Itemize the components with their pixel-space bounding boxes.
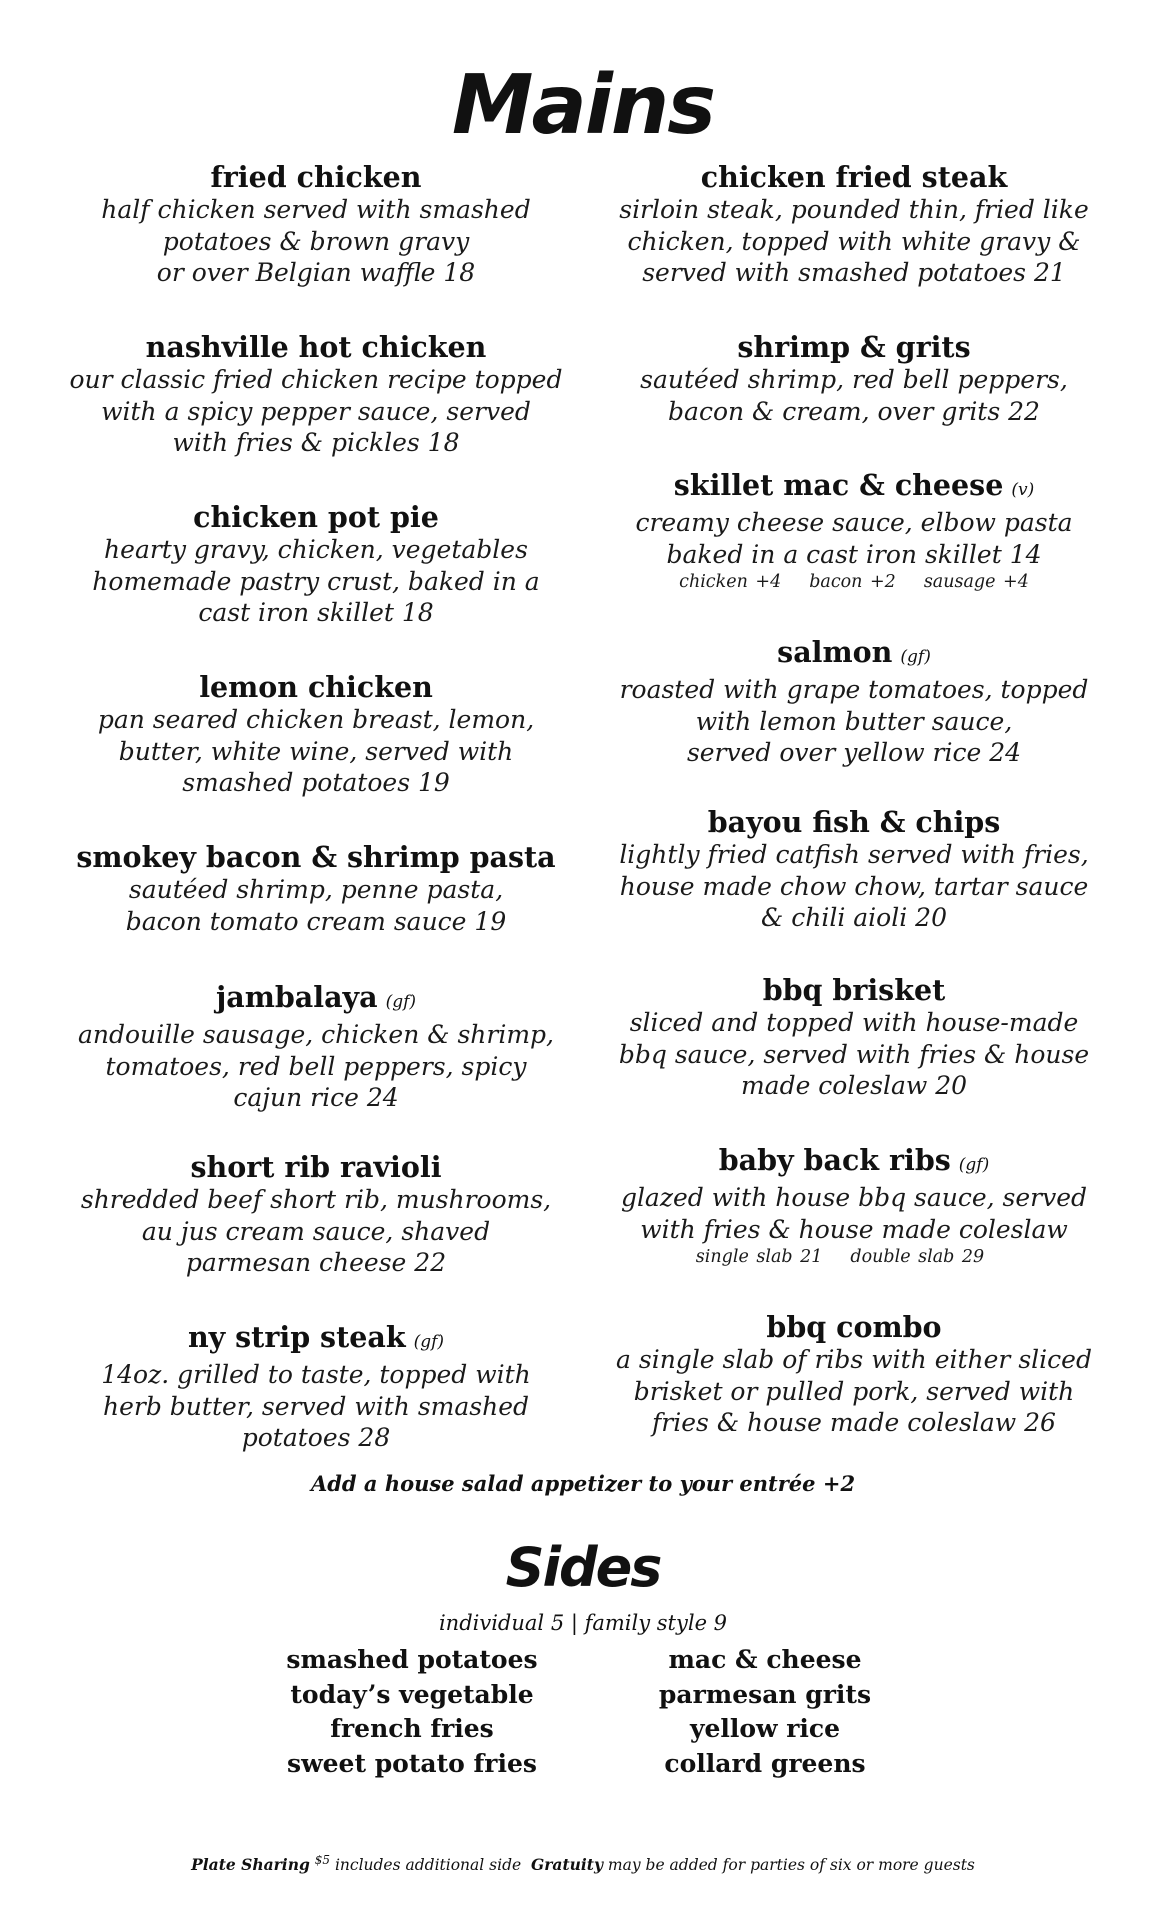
description-line: roasted with grape tomatoes, topped (619, 675, 1089, 704)
menu-item-title: baby back ribs (718, 1143, 951, 1177)
menu-item-name (594, 160, 1114, 194)
description-line: potatoes 28 (241, 1423, 391, 1452)
addon-option: double slab 29 (850, 1247, 985, 1267)
menu-item-name (56, 500, 576, 534)
menu-item-name (56, 980, 576, 1019)
menu-item-name (594, 635, 1114, 674)
plate-sharing-text: includes additional side (334, 1856, 522, 1875)
description-line: baked in a cast iron skillet 14 (666, 539, 1042, 569)
footer (0, 1848, 1166, 1877)
description-line: brisket or pulled pork, served with (633, 1376, 1075, 1406)
menu-item-description (594, 364, 1114, 427)
menu-item-name (594, 330, 1114, 364)
menu-item-description (56, 874, 576, 937)
menu-item-title: fried chicken (210, 160, 422, 194)
description-line: sirloin steak, pounded thin, fried like (619, 195, 1089, 224)
menu-item (56, 160, 576, 289)
description-line: sautéed shrimp, penne pasta, (128, 875, 504, 904)
side-item: today’s vegetable (290, 1679, 534, 1709)
description-line: bacon & cream, over grits 22 (668, 396, 1040, 426)
description-line: potatoes & brown gravy (162, 226, 470, 256)
menu-item-addons (594, 570, 1114, 594)
menu-item-description (56, 194, 576, 289)
side-item: collard greens (664, 1748, 866, 1778)
menu-item (56, 670, 576, 799)
description-line: with fries & pickles 18 (172, 428, 460, 457)
description-line: butter, white wine, served with (118, 736, 514, 766)
side-item: sweet potato fries (287, 1748, 537, 1778)
menu-item-description (56, 1019, 576, 1114)
description-line: served with smashed potatoes 21 (642, 258, 1066, 287)
menu-item-description (594, 194, 1114, 289)
description-line: shredded beef short rib, mushrooms, (80, 1185, 552, 1214)
description-line: bacon tomato cream sauce 19 (125, 906, 507, 936)
mains-title: Mains (451, 58, 715, 153)
menu-item-name (594, 468, 1114, 507)
description-line: homemade pastry crust, baked in a (92, 566, 540, 596)
menu-item-description (594, 674, 1114, 769)
menu-item-title: lemon chicken (199, 670, 433, 704)
description-line: pan seared chicken breast, lemon, (97, 705, 535, 734)
menu-item-addons (594, 1245, 1114, 1269)
menu-item-name (56, 1150, 576, 1184)
description-line: cajun rice 24 (233, 1083, 399, 1112)
menu-item (594, 1143, 1114, 1269)
description-line: herb butter, served with smashed (103, 1391, 529, 1421)
menu-item-name (594, 1143, 1114, 1182)
menu-item-tag: (gf) (385, 992, 417, 1012)
addon-option: sausage +4 (923, 572, 1029, 592)
menu-item-description (56, 534, 576, 629)
menu-item-title: chicken fried steak (700, 160, 1008, 194)
menu-item-title: short rib ravioli (190, 1150, 442, 1184)
description-line: smashed potatoes 19 (182, 768, 450, 797)
menu-item (56, 840, 576, 937)
sides-right-column (605, 1643, 925, 1781)
menu-item (594, 635, 1114, 769)
menu-item (594, 1310, 1114, 1439)
description-line: bbq sauce, served with fries & house (618, 1039, 1090, 1069)
description-line: sliced and topped with house-made (629, 1008, 1079, 1037)
addon-option: chicken +4 (679, 572, 782, 592)
menu-item (594, 468, 1114, 594)
description-line: cast iron skillet 18 (198, 598, 434, 627)
menu-item-title: bbq combo (766, 1310, 942, 1344)
sides-price: individual 5 | family style 9 (438, 1611, 728, 1635)
side-item: smashed potatoes (286, 1645, 538, 1674)
menu-item-name (56, 1320, 576, 1359)
menu-item-title: bayou fish & chips (707, 805, 1001, 839)
description-line: tomatoes, red bell peppers, spicy (105, 1051, 527, 1081)
description-line: our classic fried chicken recipe topped (69, 365, 563, 394)
description-line: chicken, topped with white gravy & (627, 226, 1081, 256)
gratuity-label: Gratuity (531, 1855, 603, 1875)
menu-item-description (56, 364, 576, 459)
description-line: fries & house made coleslaw 26 (652, 1408, 1056, 1437)
addon-option: single slab 21 (695, 1247, 823, 1267)
menu-item-description (56, 1359, 576, 1454)
description-line: with a spicy pepper sauce, served (101, 396, 531, 426)
menu-item-name (56, 840, 576, 874)
menu-item-tag: (gf) (900, 647, 931, 667)
gratuity-text: may be added for parties of six or more guests (607, 1856, 975, 1875)
description-line: andouille sausage, chicken & shrimp, (78, 1020, 554, 1049)
menu-item (56, 980, 576, 1114)
menu-item-name (56, 330, 576, 364)
menu-item-description (594, 507, 1114, 570)
menu-item-description (56, 1184, 576, 1279)
description-line: served over yellow rice 24 (686, 738, 1022, 767)
menu-item-title: skillet mac & cheese (673, 468, 1004, 502)
menu-item-title: salmon (777, 635, 893, 669)
menu-item-name (594, 805, 1114, 839)
description-line: & chili aioli 20 (761, 903, 947, 932)
sides-left-column (252, 1643, 572, 1781)
description-line: glazed with house bbq sauce, served (620, 1183, 1088, 1212)
menu-item-description (594, 839, 1114, 934)
menu-item-name (594, 973, 1114, 1007)
menu-item (594, 805, 1114, 934)
sides-title: Sides (505, 1536, 661, 1599)
menu-item (594, 973, 1114, 1102)
menu-item (594, 330, 1114, 427)
menu-item-title: jambalaya (215, 980, 378, 1014)
plate-sharing-label: Plate Sharing (191, 1855, 310, 1875)
description-line: creamy cheese sauce, elbow pasta (635, 508, 1073, 537)
menu-item-title: chicken pot pie (193, 500, 439, 534)
description-line: or over Belgian waffle 18 (156, 258, 476, 287)
salad-note: Add a house salad appetizer to your entrée +2 (310, 1471, 856, 1496)
menu-item (594, 160, 1114, 289)
menu-item-title: ny strip steak (187, 1320, 406, 1354)
menu-item-description (594, 1344, 1114, 1439)
plate-sharing-price: $5 (314, 1853, 331, 1867)
description-line: 14oz. grilled to taste, topped with (101, 1360, 531, 1389)
menu-item (56, 500, 576, 629)
menu-item-tag: (gf) (958, 1155, 990, 1175)
description-line: lightly fried catfish served with fries, (619, 840, 1089, 869)
addon-option: bacon +2 (809, 572, 896, 592)
menu-item-description (594, 1182, 1114, 1245)
menu-item-description (594, 1007, 1114, 1102)
menu-item (56, 330, 576, 459)
menu-item-name (56, 160, 576, 194)
side-item: parmesan grits (658, 1679, 872, 1709)
menu-item-tag: (gf) (413, 1332, 445, 1352)
description-line: half chicken served with smashed (101, 195, 531, 224)
menu-item (56, 1150, 576, 1279)
menu-item-title: smokey bacon & shrimp pasta (76, 840, 556, 874)
menu-item-name (594, 1310, 1114, 1344)
menu-item-title: bbq brisket (762, 973, 946, 1007)
description-line: with lemon butter sauce, (695, 706, 1013, 736)
side-item: mac & cheese (668, 1645, 862, 1674)
description-line: hearty gravy, chicken, vegetables (104, 535, 528, 564)
description-line: au jus cream sauce, shaved (141, 1216, 491, 1246)
menu-item (56, 1320, 576, 1454)
side-item: french fries (330, 1714, 494, 1743)
description-line: with fries & house made coleslaw (640, 1214, 1068, 1244)
menu-item-tag: (v) (1011, 480, 1035, 500)
description-line: made coleslaw 20 (740, 1071, 968, 1100)
description-line: sautéed shrimp, red bell peppers, (640, 365, 1068, 394)
menu-item-title: nashville hot chicken (145, 330, 487, 364)
side-item: yellow rice (689, 1714, 841, 1743)
description-line: parmesan cheese 22 (185, 1248, 447, 1277)
menu-item-title: shrimp & grits (737, 330, 971, 364)
description-line: house made chow chow, tartar sauce (619, 871, 1089, 901)
menu-item-name (56, 670, 576, 704)
description-line: a single slab of ribs with either sliced (616, 1345, 1092, 1374)
menu-item-description (56, 704, 576, 799)
